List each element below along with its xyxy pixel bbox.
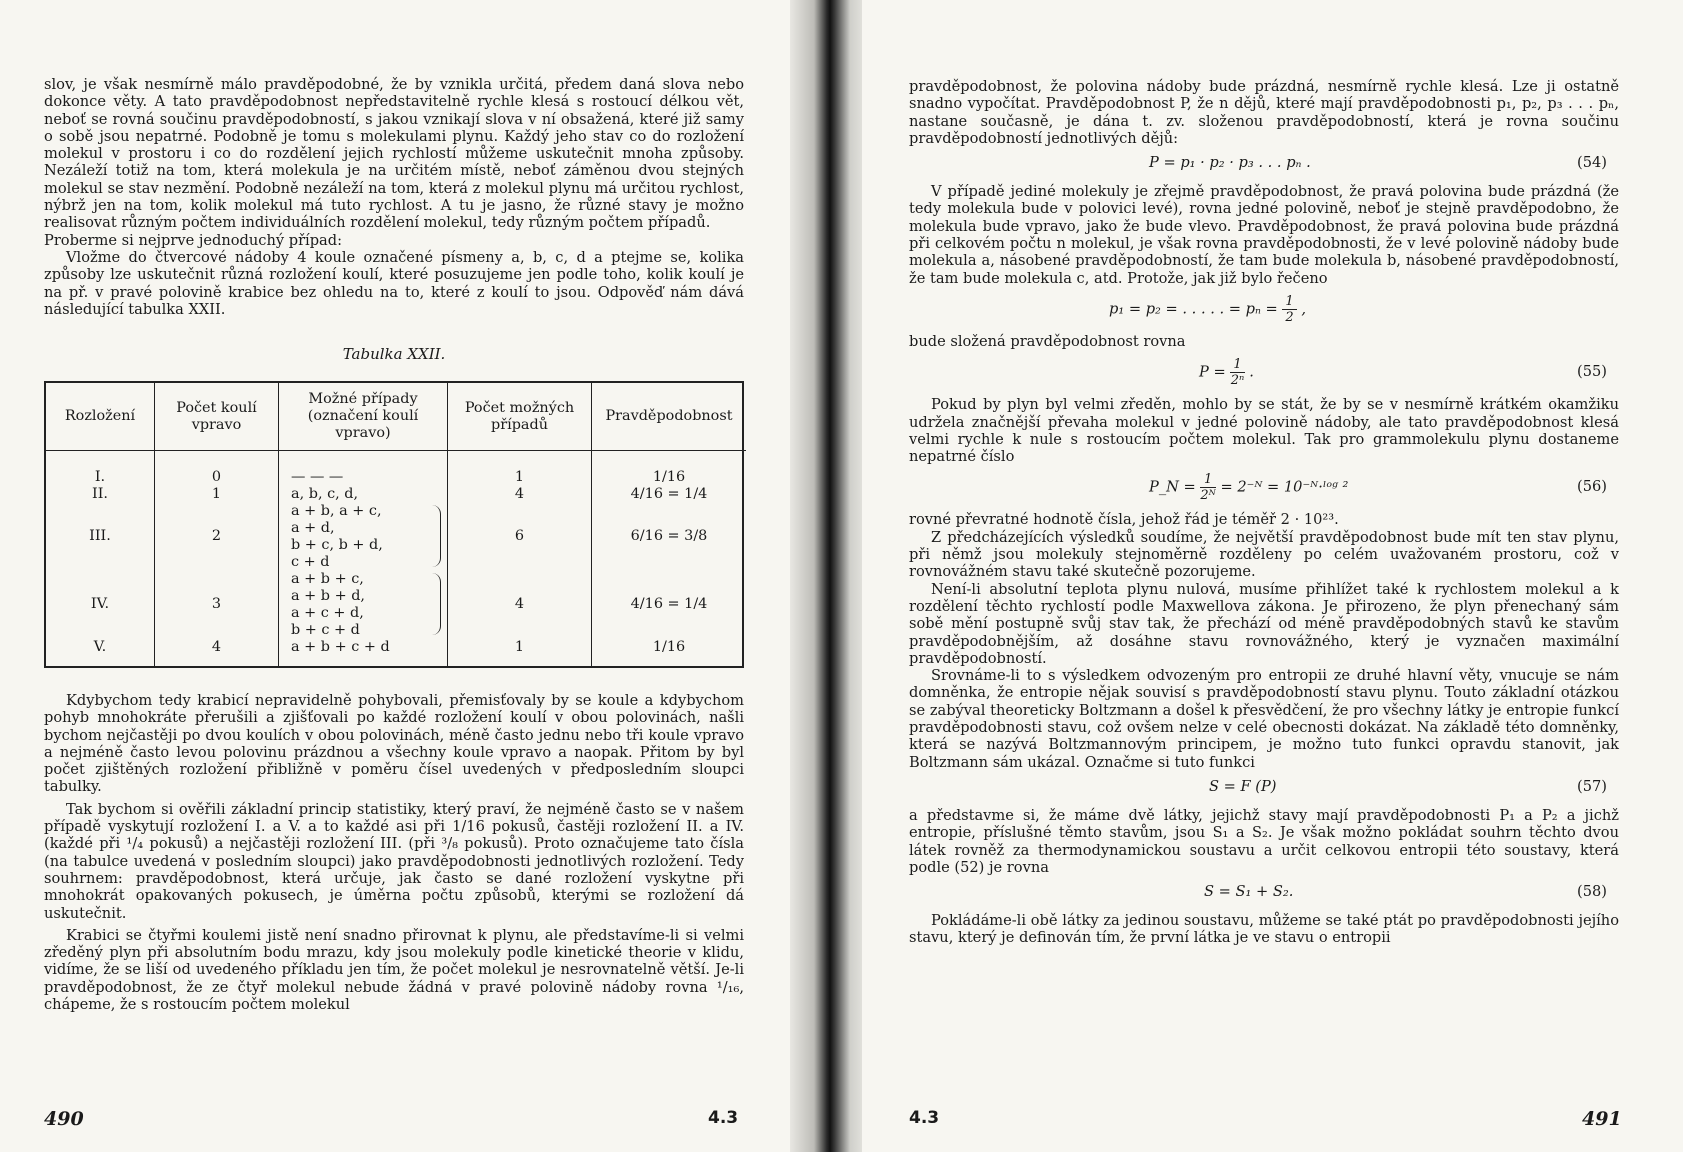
fraction: $\frac{1}{\text{2ᴺ}}$ [1200, 472, 1216, 504]
book-gutter [790, 0, 870, 1152]
equation-54-body: P = p₁ · p₂ · p₃ . . . pₙ . [1149, 154, 1311, 172]
case-line: b + c + d [291, 621, 360, 638]
cell-num: 1 [448, 639, 592, 666]
right-para-4: Pokud by plyn byl velmi zředěn, mohlo by se stát, že by se v nesmírně krátkém okamžiku udržela značnější převaha molekul v jedné polovině nádoby, ale tato pravděpodobnost klesá velmi rychle k nule s rostoucím počtem molekul. Tak pro grammolekulu plynu dostaneme nepatrné číslo [909, 396, 1619, 466]
cell-num: 4 [448, 486, 592, 503]
header-mozne-pripady: Možné případy (označení koulí vpravo) [279, 383, 448, 451]
case-line: a + d, [291, 519, 335, 536]
cell-roman: IV. [46, 571, 155, 639]
header-rozlozeni: Rozložení [46, 383, 155, 451]
equation-54 [909, 150, 1619, 180]
equation-55: P = $\frac{1}{\text{2ⁿ}}$ . (55) [1199, 357, 1607, 389]
left-page [0, 0, 800, 1152]
equation-58-body: S = S₁ + S₂. [1204, 883, 1294, 901]
cell-roman: II. [46, 486, 155, 503]
right-para-9: a představme si, že máme dvě látky, jejichž stavy mají pravděpodobnosti P₁ a P₂ a jichž entropie, příslušné těmto stavům, jsou S₁ a S₂. Je však možno pokládat souhrn těchto dvou látek rovněž za thermodynamickou soustavu a určit celkovou entropii této soustavy, která podle (52) je rovna [909, 806, 1619, 876]
cell-prob: 6/16 = 3/8 [592, 503, 747, 571]
cell-roman: I. [46, 469, 155, 486]
left-para-3: Vložme do čtvercové nádoby 4 koule označené písmeny a, b, c, d a ptejme se, kolika způsoby lze uskutečnit různá rozložení koulí, které posuzujeme jen podle toho, kolik koulí je na př. v pravé polovině krabice bez ohledu na to, které z koulí to jsou. Odpověď nám dává následující tabulka XXII. [44, 248, 744, 318]
cell-cases [279, 503, 448, 571]
cell-cases: a, b, c, d, [279, 486, 448, 503]
table-row [46, 469, 746, 486]
right-text-column [909, 78, 1619, 947]
table-row [46, 571, 746, 639]
table-caption: Tabulka XXII. [342, 345, 446, 364]
left-para-5: Tak bychom si ověřili základní princip statistiky, který praví, že nejméně často se v našem případě vyskytují rozložení I. a V. a to každé asi při 1/16 pokusů, častěji rozložení II. a IV. (každé při ¹/₄ pokusů) a nejčastěji rozložení III. (při ³/₈ pokusů). Proto označujeme tato čísla (na tabulce uvedená v posledním sloupci) jako pravděpodobnosti jednotlivých rozložení. Tedy souhrnem: pravděpodobnost, která určuje, jak často se dané rozložení vyskytne při mnohokrát opakovaných pokusech, je úměrna počtu způsobů, kterými se rozložení dá uskutečnit. [44, 800, 744, 922]
cell-count: 1 [155, 486, 279, 503]
cell-num: 1 [448, 469, 592, 486]
table-row [46, 503, 746, 571]
equation-58 [909, 879, 1619, 909]
cell-num: 4 [448, 571, 592, 639]
cell-prob: 4/16 = 1/4 [592, 571, 747, 639]
header-pocet-kouli: Počet koulí vpravo [155, 383, 279, 451]
fraction: $\frac{1}{2}$ [1282, 294, 1296, 325]
header-pravdepodobnost: Pravděpodobnost [592, 383, 747, 451]
left-para-1: slov, je však nesmírně málo pravděpodobné, že by vznikla určitá, předem daná slova nebo dokonce věty. A tato pravděpodobnost nepředstavitelně rychle klesá s rostoucí délkou vět, neboť se rovná součinu pravděpodobností, s jakou vznikají slova v ní obsažená, které již samy o sobě jsou nepatrné. Podobně je tomu s molekulami plynu. Každý jeho stav co do rozložení molekul v prostoru i co do rozdělení jejich rychlostí můžeme uskutečnit mnoha způsoby. Nezáleží totiž na tom, která molekula je na určitém místě, neboť záměnou dvou stejných molekul se stav nezmění. Podobně nezáleží na tom, která z molekul plynu má určitou rychlost, nýbrž jen na tom, kolik molekul má tuto rychlost. A tu je jasno, že různé stavy je možno realisovat různým počtem individuálních rozdělení molekul, tedy různým počtem případů. [44, 76, 744, 232]
equation-56: P_N = $\frac{1}{\text{2ᴺ}}$ = 2⁻ᴺ = 10⁻ᴺ·ˡᵒᵍ ² (56) [1149, 472, 1607, 504]
cell-count: 0 [155, 469, 279, 486]
cell-count: 4 [155, 639, 279, 666]
cell-roman: III. [46, 503, 155, 571]
page-number-left: 490 [44, 1108, 84, 1130]
equation-54-number: (54) [1577, 154, 1607, 172]
cell-prob: 1/16 [592, 639, 747, 666]
table-row [46, 639, 746, 666]
case-line: a + c + d, [291, 604, 364, 621]
case-line: a + b, a + c, [291, 502, 382, 519]
equation-p-left: p₁ = p₂ = . . . . . = pₙ = [1109, 300, 1278, 318]
right-page [862, 0, 1683, 1152]
left-text-column [44, 76, 744, 1013]
section-code-right: 4.3 [909, 1108, 940, 1128]
brace-icon [432, 573, 441, 635]
section-code-left: 4.3 [708, 1108, 739, 1128]
left-para-4: Kdybychom tedy krabicí nepravidelně pohybovali, přemisťovaly by se koule a kdybychom pohyb mnohokráte přerušili a zjišťovali po každé rozložení koulí v obou polovinách, našli bychom nejčastěji po dvou koulích v obou polovinách, méně často jednu nebo tři koule vpravo a nejméně často levou polovinu prázdnou a všechny koule vpravo a naopak. Přitom by byl počet zjištěných rozložení přibližně v poměru čísel uvedených v předposledním sloupci tabulky. [44, 691, 744, 796]
cell-cases: a + b + c + d [279, 639, 448, 666]
equation-p-equal: p₁ = p₂ = . . . . . = pₙ = $\frac{1}{2}$ , [1109, 293, 1306, 325]
case-line: c + d [291, 553, 330, 570]
cell-prob: 4/16 = 1/4 [592, 486, 747, 503]
equation-57-number: (57) [1577, 777, 1607, 795]
cell-num: 6 [448, 503, 592, 571]
left-para-6: Krabici se čtyřmi koulemi jistě není snadno přirovnat k plynu, ale představíme-li si velmi zředěný plyn při absolutním bodu mrazu, kdy jsou molekuly podle kinetické theorie v klidu, vidíme, že se liší od uvedeného příkladu jen tím, že počet molekul je nesrovnatelně větší. Je-li pravděpodobnost, že ze čtyř molekul nebude žádná v pravé polovině nádoby rovna ¹/₁₆, chápeme, že s rostoucím počtem molekul [44, 926, 744, 1013]
right-para-2: V případě jediné molekuly je zřejmě pravděpodobnost, že pravá polovina bude prázdná (že tedy molekula bude v polovici levé), rovna jedné polovině, neboť je stejně pravděpodobno, že molekula bude vpravo, jako že bude vlevo. Pravděpodobnost, že pravá polovina bude prázdná při celkovém počtu n molekul, je však rovna pravděpodobnosti, že v levé polovině nádoby bude molekula a, násobené pravděpodobností, že tam bude molekula b, násobené pravděpodobností, že tam bude molekula c, atd. Protože, jak již bylo řečeno [909, 183, 1619, 287]
equation-58-number: (58) [1577, 883, 1607, 901]
case-line: a + b + d, [291, 587, 365, 604]
fraction: $\frac{1}{\text{2ⁿ}}$ [1230, 357, 1245, 389]
case-line: a + b + c, [291, 570, 364, 587]
cell-count: 3 [155, 571, 279, 639]
right-para-1: pravděpodobnost, že polovina nádoby bude prázdná, nesmírně rychle klesá. Lze ji ostatně snadno vypočítat. Pravděpodobnost P, že n dějů, které mají pravděpodobnosti p₁, p₂, p₃ . . . pₙ, nastane současně, je dána t. zv. složenou pravděpodobností, která je rovna součinu pravděpodobností jednotlivých dějů: [909, 78, 1619, 147]
right-para-5: rovné převratné hodnotě čísla, jehož řád je téměř 2 · 10²³. [909, 511, 1339, 529]
cell-roman: V. [46, 639, 155, 666]
table-xxii [44, 381, 744, 668]
case-line: b + c, b + d, [291, 536, 383, 553]
cell-cases: — — — [279, 469, 448, 486]
equation-55-number: (55) [1577, 363, 1607, 381]
cell-prob: 1/16 [592, 469, 747, 486]
cell-count: 2 [155, 503, 279, 571]
brace-icon [432, 505, 441, 567]
left-para-2: Proberme si nejprve jednoduchý případ: [44, 231, 343, 249]
equation-56-number: (56) [1577, 478, 1607, 496]
cell-cases [279, 571, 448, 639]
header-pocet-moznych: Počet možných případů [448, 383, 592, 451]
table-row [46, 486, 746, 503]
equation-57-body: S = F (P) [1209, 777, 1277, 795]
right-para-8: Srovnáme-li to s výsledkem odvozeným pro entropii ze druhé hlavní věty, vnucuje se nám domněnka, že entropie nějak souvisí s pravděpodobností stavu plynu. Touto základní otázkou se zabýval theoreticky Boltzmann a došel k přesvědčení, že pro všechny látky je entropie funkcí pravděpodobnosti stavu, což ovšem nelze v celé obecnosti dokázat. Na základě této domněnky, která se nazývá Boltzmannovým principem, je možno tuto funkci opravdu stanovit, jak Boltzmann sám ukázal. Označme si tuto funkci [909, 667, 1619, 771]
right-para-10: Pokládáme-li obě látky za jedinou soustavu, můžeme se také ptát po pravděpodobnosti jejího stavu, který je definován tím, že první látka je ve stavu o entropii [909, 912, 1619, 947]
equation-57 [909, 774, 1619, 804]
page-number-right: 491 [1582, 1108, 1622, 1130]
right-para-3: bude složená pravděpodobnost rovna [909, 332, 1186, 350]
table-header-row [46, 383, 746, 451]
right-para-7: Není-li absolutní teplota plynu nulová, musíme přihlížet také k rychlostem molekul a k rozdělení těchto rychlostí podle Maxwellova zákona. Je přirozeno, že plyn přenechaný sám sobě mění postupně svůj stav tak, že přechází od méně pravděpodobných stavů ke stavům pravděpodobnějším, až dosáhne stavu rovnovážného, který je vyznačen maximální pravděpodobností. [909, 580, 1619, 667]
right-para-6: Z předcházejících výsledků soudíme, že největší pravděpodobnost bude mít ten stav plynu, při němž jsou molekuly stejnoměrně rozděleny po celém uvažovaném prostoru, což v rovnovážném stavu také skutečně pozorujeme. [909, 528, 1619, 581]
